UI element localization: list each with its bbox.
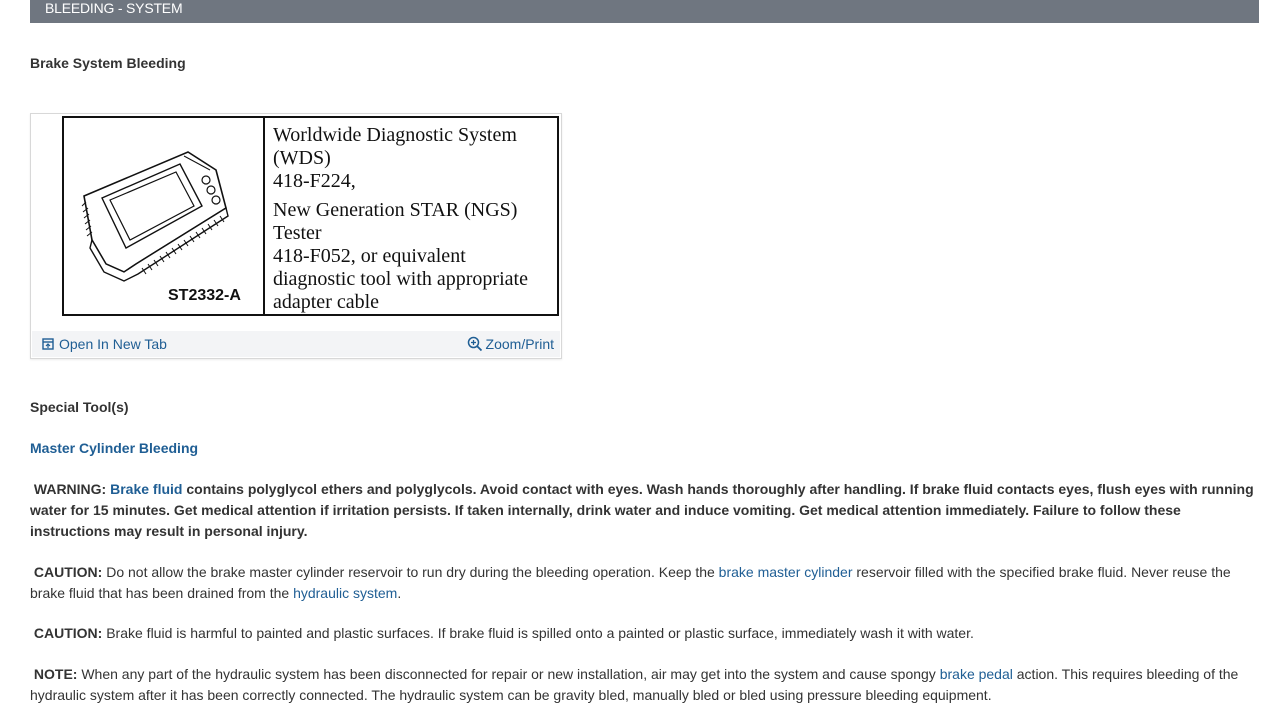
caution-text: . xyxy=(397,585,402,601)
section-title: Brake System Bleeding xyxy=(30,55,186,71)
caution-paragraph xyxy=(30,562,1260,604)
hydraulic-system-link[interactable]: hydraulic system xyxy=(293,585,398,601)
figure-caption-line: 418-F224, xyxy=(273,170,356,192)
open-in-new-tab-label: Open In New Tab xyxy=(59,336,167,352)
figure-toolbar xyxy=(32,331,560,357)
warning-text: contains polyglycol ethers and polyglycols. Avoid contact with eyes. Wash hands thoroughly after handling. If brake fluid contacts eyes, flush eyes with running water for 15 minutes. Get medical attention if irritation persists. If taken internally, drink water and induce vomiting. Get medical attention immediately. Failure to follow these instructions may result in personal injury. xyxy=(30,481,1254,539)
caution-text: Brake fluid is harmful to painted and plastic surfaces. If brake fluid is spilled onto a painted or plastic surface, immediately wash it with water. xyxy=(106,625,974,641)
figure-divider xyxy=(263,118,265,314)
figure-caption-text xyxy=(273,124,555,314)
zoom-print-link[interactable] xyxy=(467,336,554,352)
header-title: BLEEDING - SYSTEM xyxy=(45,0,183,16)
brake-master-cylinder-link[interactable]: brake master cylinder xyxy=(718,564,853,580)
figure-caption-line: (WDS) xyxy=(273,147,331,169)
note-text: When any part of the hydraulic system has been disconnected for repair or new installation, air may get into the system and cause spongy xyxy=(81,666,936,682)
caution-text: reservoir filled with the specified brake fluid. Never reuse the brake fluid that has been drained from the xyxy=(30,564,1231,601)
note-label: NOTE: xyxy=(33,666,78,682)
figure-illustration[interactable] xyxy=(62,116,559,316)
figure-caption-line: adapter cable xyxy=(273,291,380,313)
note-text: action. This requires bleeding of the hydraulic system after it has been correctly connected. The hydraulic system can be gravity bled, manually bled or bled using pressure bleeding equipment. xyxy=(30,666,1239,703)
zoom-in-icon xyxy=(467,336,483,352)
caution-label: CAUTION: xyxy=(33,625,103,641)
warning-paragraph xyxy=(30,479,1260,542)
figure-code-label: ST2332-A xyxy=(168,287,241,304)
figure-caption-line: 418-F052, or equivalent xyxy=(273,245,466,267)
caution-text: Do not allow the brake master cylinder reservoir to run dry during the bleeding operation. Keep the xyxy=(106,564,715,580)
open-in-new-tab-icon xyxy=(42,338,54,350)
figure-caption-line: diagnostic tool with appropriate xyxy=(273,268,528,290)
figure-caption-line: Worldwide Diagnostic System xyxy=(273,124,517,146)
special-tools-label: Special Tool(s) xyxy=(30,399,129,415)
open-in-new-tab-link[interactable] xyxy=(42,336,167,352)
brake-pedal-link[interactable]: brake pedal xyxy=(939,666,1013,682)
caution-label: CAUTION: xyxy=(33,564,103,580)
zoom-print-label: Zoom/Print xyxy=(485,336,554,352)
diagnostic-tool-illustration xyxy=(76,144,246,284)
master-cylinder-bleeding-link[interactable]: Master Cylinder Bleeding xyxy=(30,440,199,456)
figure-container xyxy=(30,113,562,359)
figure-caption-line: New Generation STAR (NGS) xyxy=(273,199,518,221)
caution-paragraph xyxy=(30,623,1260,644)
figure-caption-line: Tester xyxy=(273,222,322,244)
brake-fluid-link[interactable]: Brake fluid xyxy=(110,481,183,497)
note-paragraph xyxy=(30,664,1260,706)
warning-label: WARNING: xyxy=(33,481,107,497)
page-header-bar xyxy=(30,0,1259,23)
